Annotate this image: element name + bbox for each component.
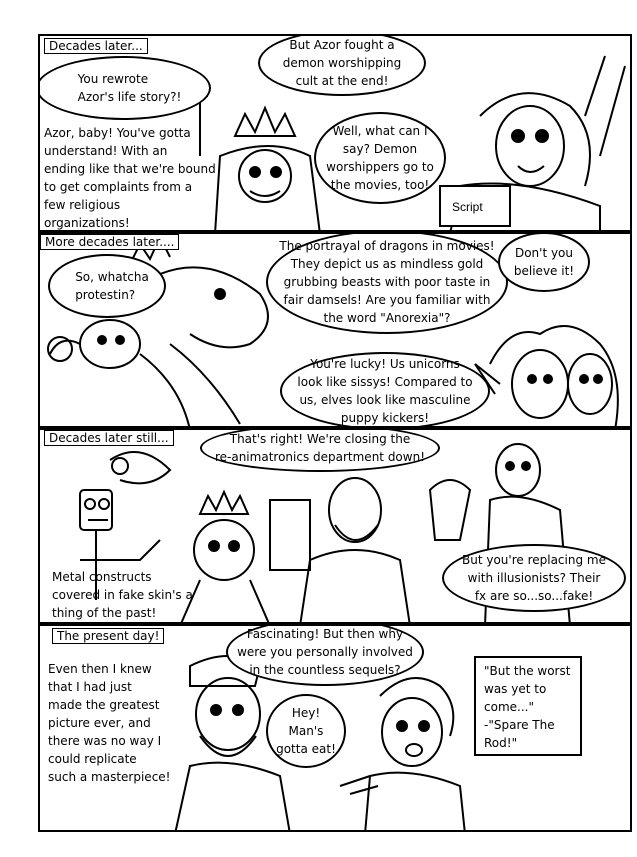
quote-box: "But the worst was yet to come..." -"Spare The Rod!" xyxy=(474,656,582,756)
bubble-unicorns-text: You're lucky! Us unicorns look like sissys! Compared to us, elves look like masculine puppy kickers! xyxy=(297,357,473,425)
dragon-head xyxy=(160,267,268,347)
panel-2 xyxy=(38,232,632,428)
panel-4 xyxy=(38,624,632,832)
bubble-closing-text: That's right! We're closing the re-animatronics department down! xyxy=(214,432,426,464)
text-baby: Azor, baby! You've gotta understand! With an ending like that we're bound to get complaints from a few religious organizations! xyxy=(44,126,216,230)
microphone xyxy=(340,776,378,794)
bubble-dragons-text: The portrayal of dragons in movies! They depict us as mindless gold grubbing beasts with poor taste in fair damsels! Are you familiar with the word "Anorexia"? xyxy=(279,239,495,325)
robot-head xyxy=(80,490,112,530)
king-robe xyxy=(215,146,320,232)
bubble-rewrote-text: You rewrote Azor's life story?! xyxy=(77,72,182,104)
bubble-unicorns xyxy=(280,352,490,428)
text-metal: Metal constructs covered in fake skin's a thing of the past! xyxy=(52,570,193,620)
bird-figure xyxy=(430,480,470,540)
bubble-protestin-text: So, whatcha protestin? xyxy=(75,270,149,302)
door xyxy=(270,500,310,570)
bubble-closing xyxy=(200,428,440,472)
bubble-fascinating xyxy=(226,624,424,686)
script-label: Script xyxy=(452,200,483,214)
bald-man-head xyxy=(496,444,540,496)
bubble-hey-text: Hey! Man's gotta eat! xyxy=(276,706,336,756)
panel-4-caption: The present day! xyxy=(52,628,164,644)
rider-face xyxy=(496,106,564,186)
elf-face-2 xyxy=(568,354,612,414)
creature-head xyxy=(80,320,140,368)
bubble-fought-text: But Azor fought a demon worshipping cult at the end! xyxy=(282,38,402,88)
bearded-old-man-head xyxy=(196,678,260,750)
bubble-fascinating-text: Fascinating! But then why were you personally involved in the countless sequels? xyxy=(237,627,413,677)
old-man-body xyxy=(175,763,290,832)
text-knew: Even then I knew that I had just made the greatest picture ever, and there was no way I could replicate such a masterpiece! xyxy=(48,662,171,784)
bubble-believe xyxy=(498,232,590,292)
bubble-replacing-text: But you're replacing me with illusionists? Their fx are so...so...fake! xyxy=(462,553,606,603)
bubble-movies xyxy=(314,112,446,204)
bubble-protestin xyxy=(48,254,166,318)
bubble-movies-text: Well, what can I say? Demon worshippers go to the movies, too! xyxy=(326,124,434,192)
page-margin xyxy=(0,0,38,857)
dragon-neck xyxy=(170,344,240,424)
panel-3-caption: Decades later still... xyxy=(44,430,174,446)
puppet-crown xyxy=(200,492,248,514)
bubble-hey xyxy=(266,694,346,768)
robot-dragon-head xyxy=(110,452,170,483)
elf-face-1 xyxy=(512,350,568,418)
panel-2-caption: More decades later.... xyxy=(40,234,179,250)
king-head xyxy=(239,150,291,202)
bubble-fought xyxy=(258,34,426,96)
king-crown xyxy=(235,108,295,136)
bubble-replacing xyxy=(442,544,626,612)
panel-3 xyxy=(38,428,632,624)
bubble-rewrote xyxy=(38,56,211,120)
panel-1 xyxy=(38,34,632,232)
puppet-head xyxy=(194,520,254,580)
bearded-man-body xyxy=(300,550,410,624)
bearded-man-head xyxy=(329,478,381,542)
interviewer-body xyxy=(365,773,465,832)
panel-1-caption: Decades later... xyxy=(44,38,148,54)
bubble-believe-text: Don't you believe it! xyxy=(513,246,575,278)
bubble-dragons xyxy=(266,232,508,334)
